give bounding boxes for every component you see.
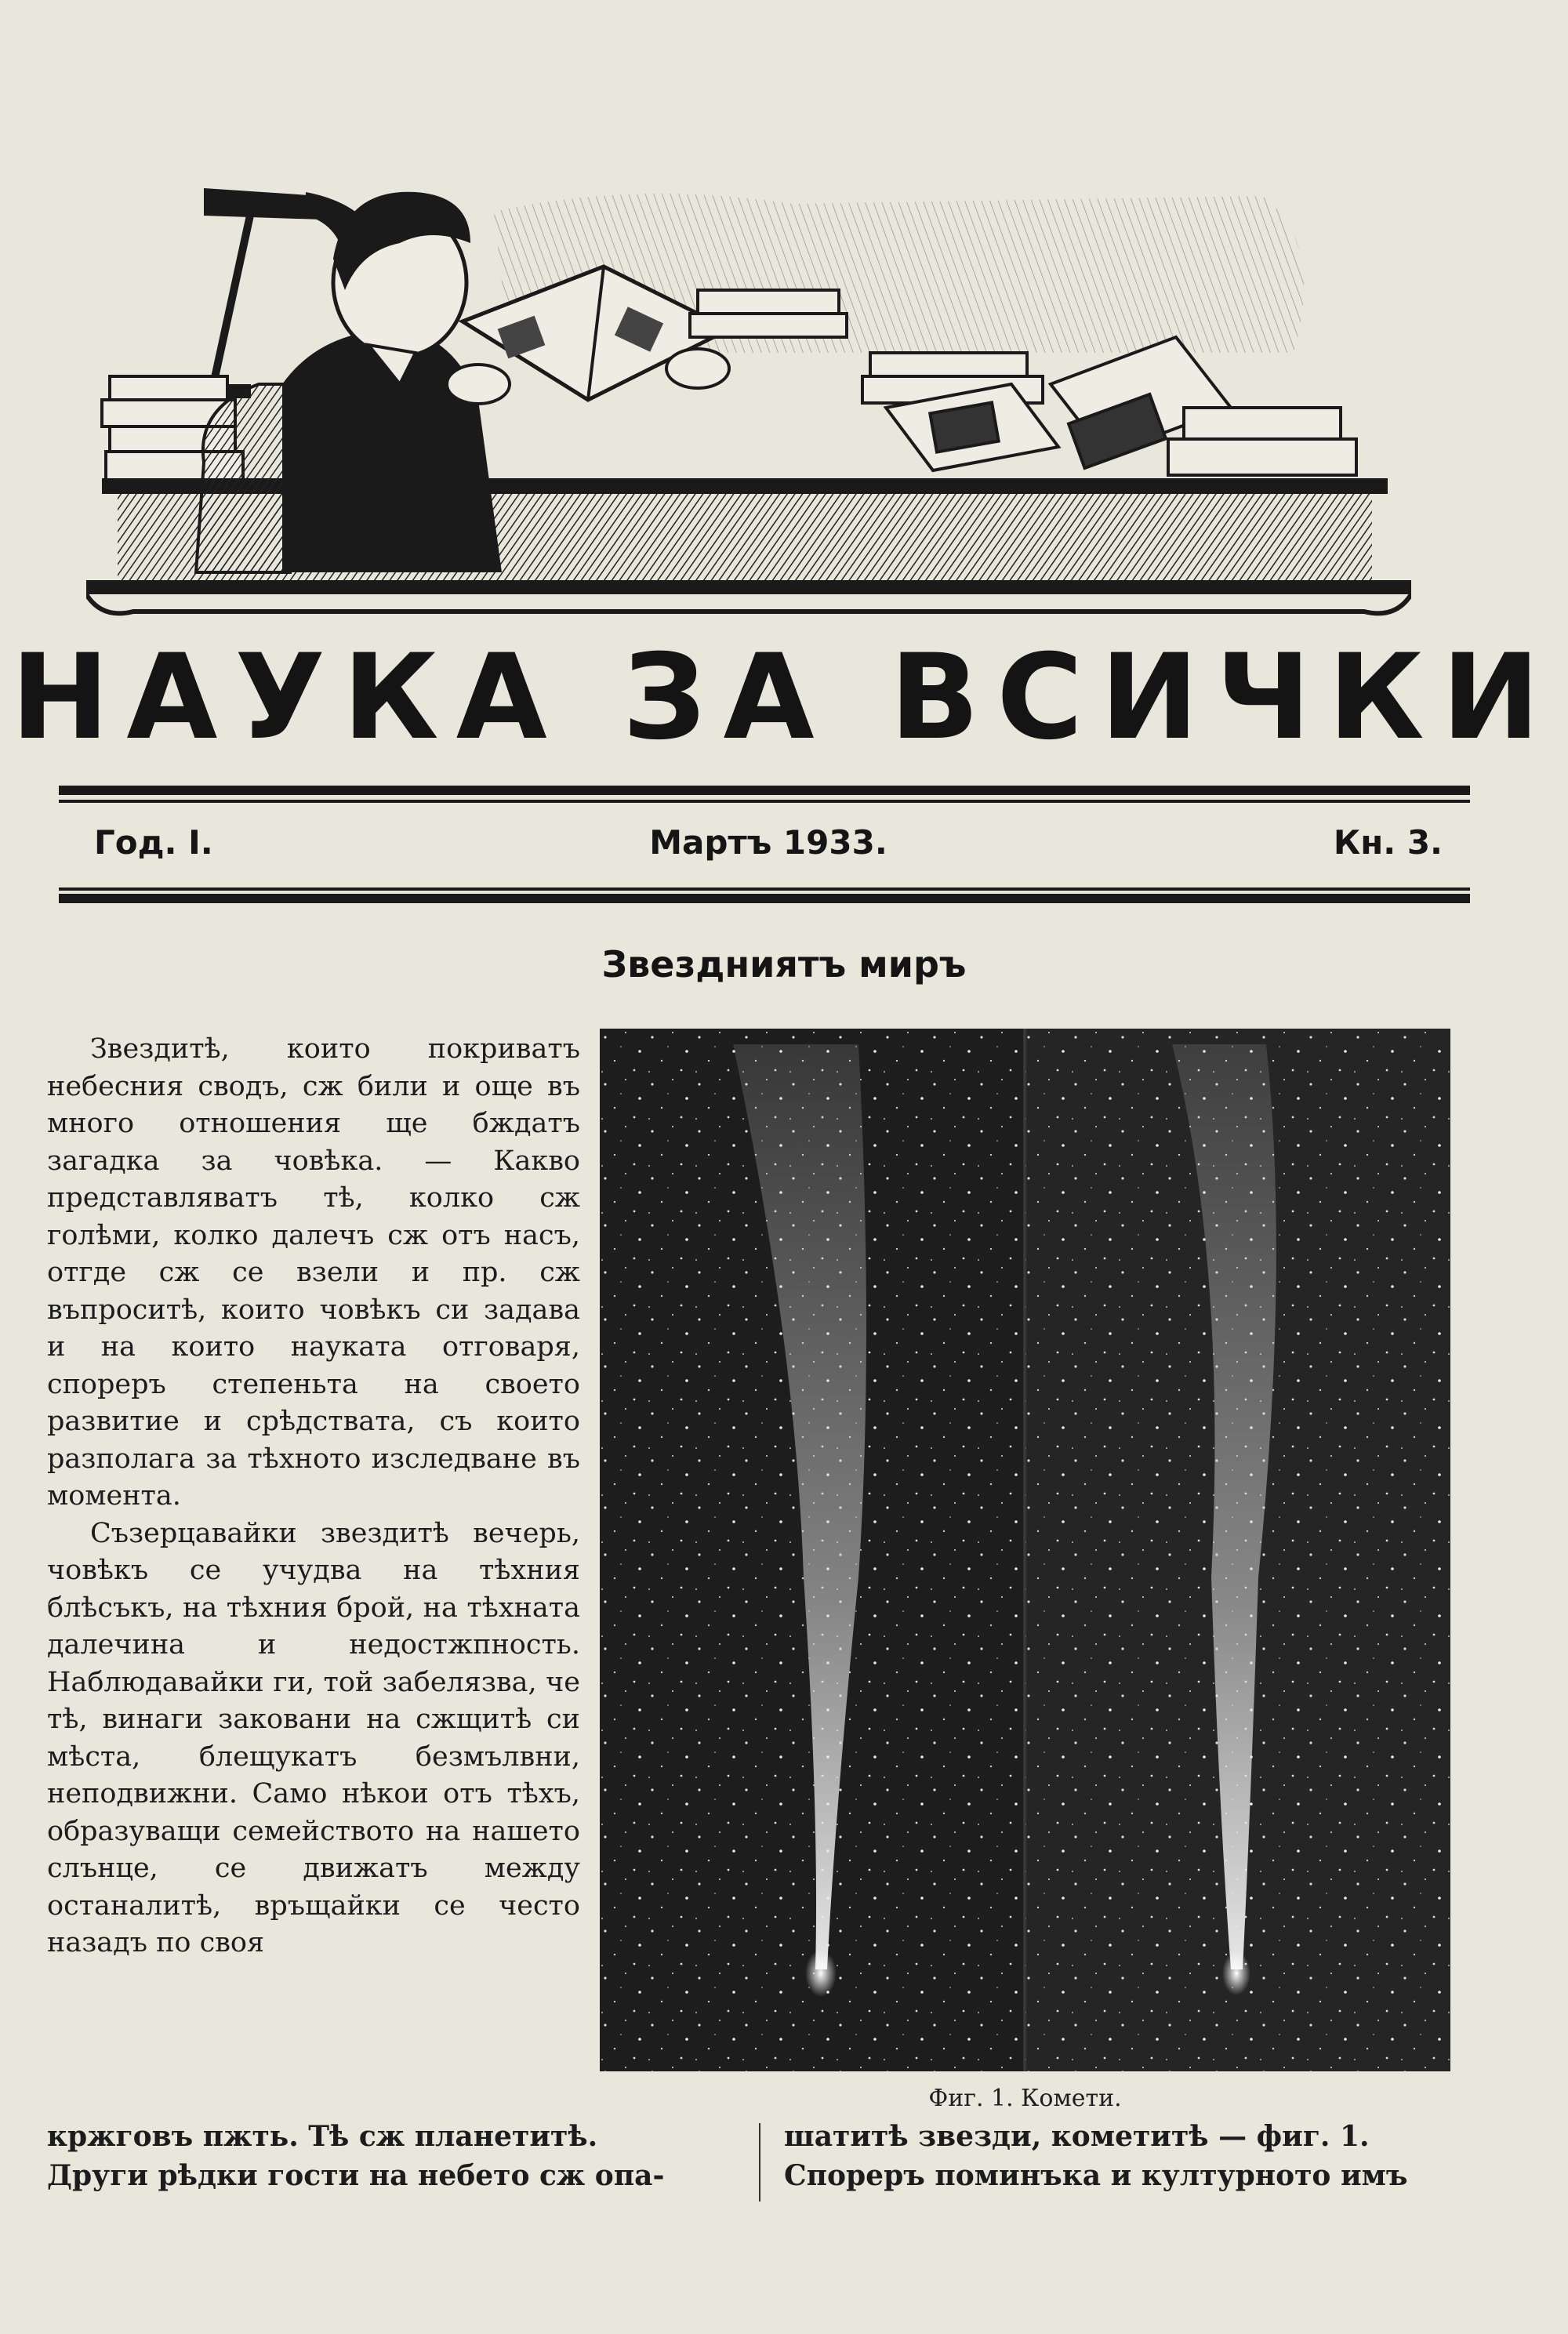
- text-line: Спореръ поминъка и културното имъ: [784, 2159, 1408, 2192]
- magazine-title: НАУКА ЗА ВСИЧКИ: [10, 630, 1558, 766]
- figure-caption: Фиг. 1. Комети.: [928, 2085, 1122, 2112]
- text-line: шатитѣ звезди, кометитѣ — фиг. 1.: [784, 2120, 1370, 2153]
- masthead-rule-bottom-thin: [59, 888, 1470, 891]
- article-bottom-right: [784, 2117, 1482, 2195]
- comet-photo: [600, 1029, 1450, 2071]
- article-bottom-left: [47, 2117, 753, 2195]
- header-illustration: [86, 149, 1411, 635]
- article-title: Звездниятъ миръ: [601, 943, 967, 986]
- column-divider: [759, 2123, 760, 2202]
- masthead-rule-top: [59, 786, 1470, 795]
- issue-number: Кн. 3.: [1333, 823, 1443, 862]
- text-line: кржговъ пжть. Тѣ сж планетитѣ.: [47, 2120, 598, 2153]
- article-paragraph: Звездитѣ, които покриватъ небесния сводъ, сж били и още въ много отношения ще бждатъ загадка за човѣка. — Какво представляватъ тѣ, колко сж голѣми, колко далечъ сж отъ насъ, отгде сж се взели и пр. сж въпроситѣ, които човѣкъ си задава и на които науката отговаря, спореръ степеньта на своето развитие и срѣдствата, съ които разполага за тѣхното изследване въ момента.: [47, 1033, 580, 1512]
- masthead-rule-top-thin: [59, 800, 1470, 803]
- issue-date: Мартъ 1933.: [649, 823, 887, 862]
- article-left-column: [47, 1031, 580, 1962]
- reader-engraving: [86, 149, 1411, 635]
- text-line: Други рѣдки гости на небето сж опа-: [47, 2159, 665, 2192]
- masthead-rule-bottom: [59, 894, 1470, 903]
- issue-info-row: [94, 815, 1443, 870]
- article-paragraph: Съзерцавайки звездитѣ вечерь, човѣкъ се учудва на тѣхния блѣсъкъ, на тѣхния брой, на тѣхната далечина и недостжпность. Наблюдавайки ги, той забелязва, че тѣ, винаги заковани на сжщитѣ си мѣста, блещукатъ безмълвни, неподвижни. Само нѣкои отъ тѣхъ, образуващи семейството на нашето слънце, се движатъ между останалитѣ, връщайки се често назадъ по своя: [47, 1517, 580, 1958]
- comet-image: [600, 1029, 1450, 2071]
- issue-year: Год. I.: [94, 823, 213, 862]
